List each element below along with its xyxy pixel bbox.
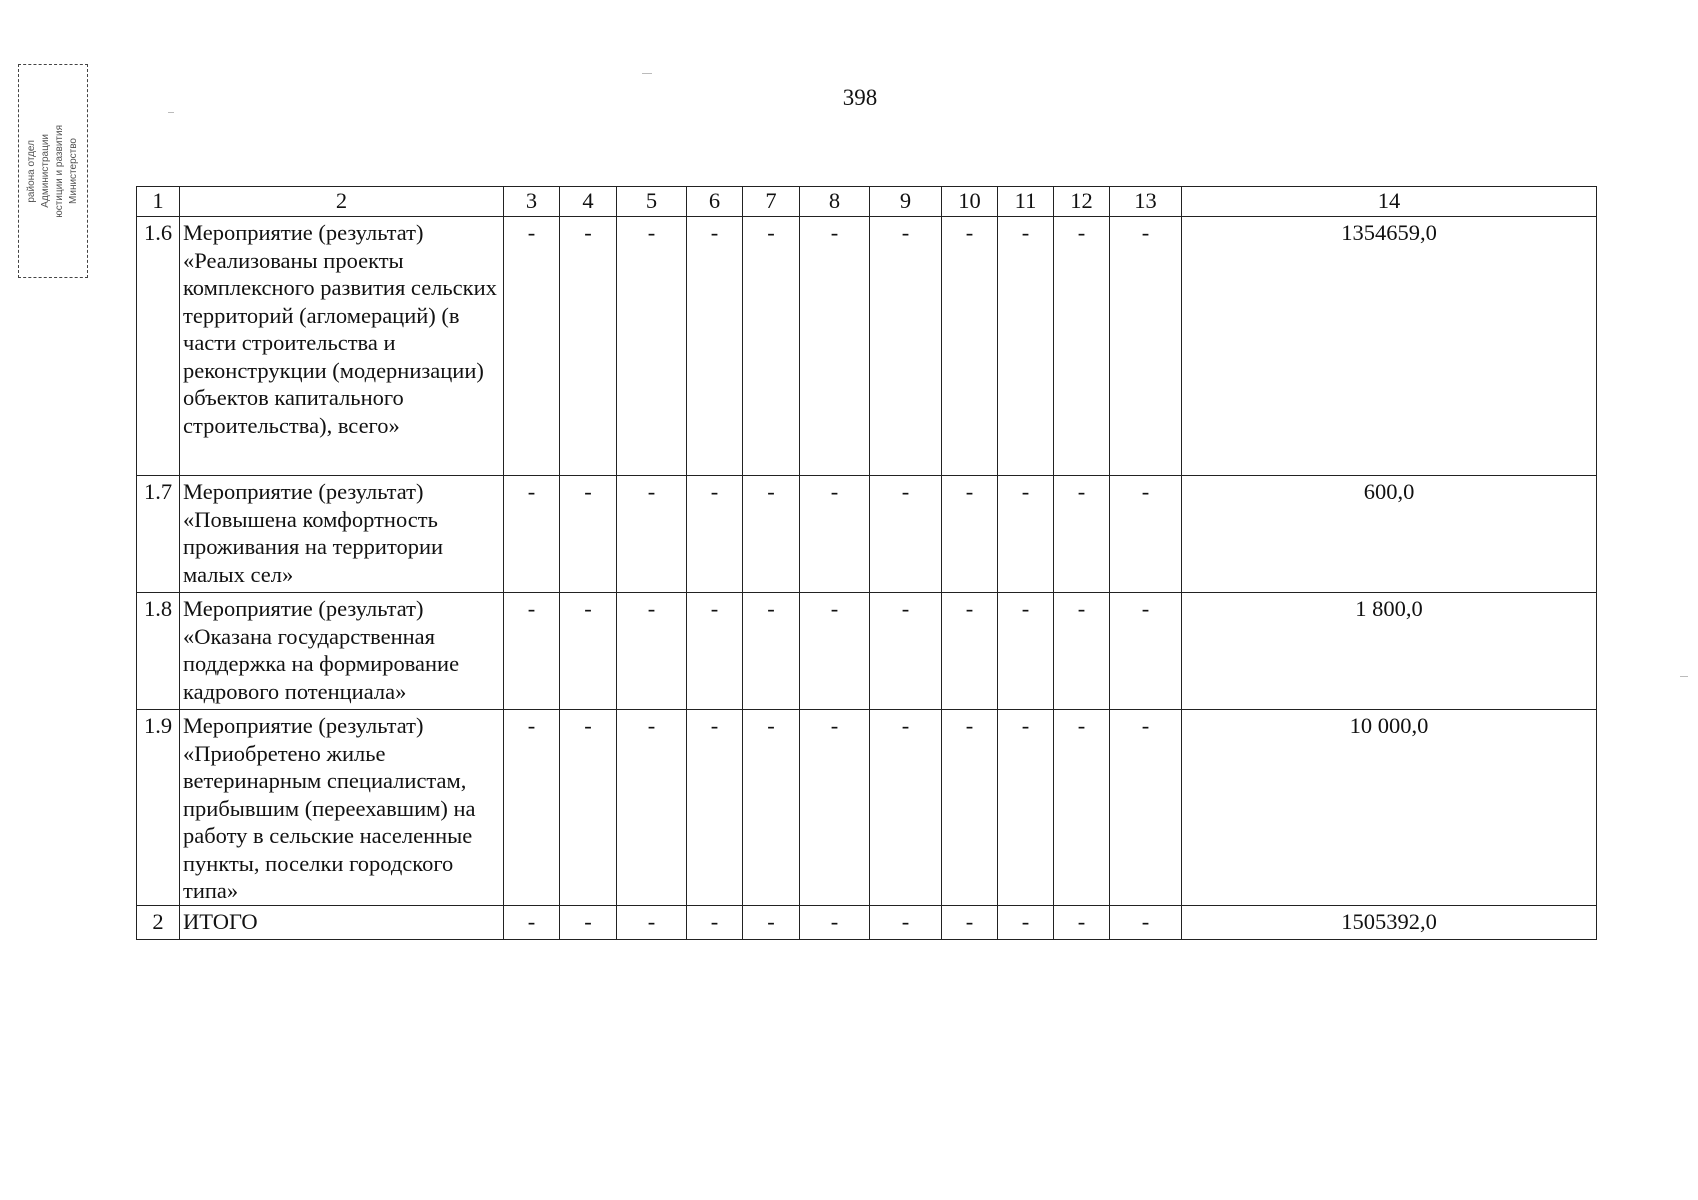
- page-number: 398: [842, 85, 878, 110]
- header-cell: 2: [180, 187, 504, 217]
- empty-value: -: [942, 217, 998, 476]
- total-amount: 1354659,0: [1182, 217, 1597, 476]
- empty-value: -: [1054, 217, 1110, 476]
- empty-value: -: [942, 906, 998, 940]
- row-description: Мероприятие (результат) «Оказана государственная поддержка на формирование кадрового потенциала»: [180, 593, 504, 710]
- empty-value: -: [1110, 476, 1182, 593]
- empty-value: -: [1110, 593, 1182, 710]
- header-cell: 4: [560, 187, 617, 217]
- header-cell: 8: [800, 187, 870, 217]
- header-cell: 9: [870, 187, 942, 217]
- row-number: 1.9: [137, 710, 180, 906]
- stamp-line: юстиции и развития: [54, 124, 65, 218]
- registration-stamp: [18, 64, 88, 278]
- empty-value: -: [998, 593, 1054, 710]
- header-cell: 13: [1110, 187, 1182, 217]
- empty-value: -: [560, 476, 617, 593]
- header-cell: 10: [942, 187, 998, 217]
- empty-value: -: [1110, 217, 1182, 476]
- header-cell: 14: [1182, 187, 1597, 217]
- empty-value: -: [560, 217, 617, 476]
- header-cell: 5: [617, 187, 687, 217]
- row-description: Мероприятие (результат) «Приобретено жилье ветеринарным специалистам, прибывшим (переехавшим) на работу в сельские населенные пункты, поселки городского типа»: [180, 710, 504, 906]
- scan-mark: [1680, 676, 1688, 677]
- empty-value: -: [870, 906, 942, 940]
- header-cell: 12: [1054, 187, 1110, 217]
- empty-value: -: [1054, 710, 1110, 906]
- empty-value: -: [800, 217, 870, 476]
- empty-value: -: [800, 710, 870, 906]
- row-number: 1.7: [137, 476, 180, 593]
- total-amount: 10 000,0: [1182, 710, 1597, 906]
- empty-value: -: [687, 710, 743, 906]
- table-row: [137, 476, 1597, 593]
- empty-value: -: [560, 906, 617, 940]
- header-cell: 1: [137, 187, 180, 217]
- scan-mark: [168, 112, 174, 113]
- scan-mark: [642, 73, 652, 74]
- stamp-line: Администрации: [40, 134, 51, 208]
- empty-value: -: [870, 476, 942, 593]
- empty-value: -: [800, 906, 870, 940]
- empty-value: -: [870, 710, 942, 906]
- table-total-row: [137, 906, 1597, 940]
- empty-value: -: [942, 710, 998, 906]
- empty-value: -: [504, 217, 560, 476]
- empty-value: -: [617, 710, 687, 906]
- empty-value: -: [800, 593, 870, 710]
- empty-value: -: [998, 710, 1054, 906]
- empty-value: -: [504, 593, 560, 710]
- empty-value: -: [560, 710, 617, 906]
- table-header-row: [137, 187, 1597, 217]
- empty-value: -: [1110, 906, 1182, 940]
- empty-value: -: [743, 593, 800, 710]
- empty-value: -: [617, 476, 687, 593]
- empty-value: -: [504, 476, 560, 593]
- empty-value: -: [617, 217, 687, 476]
- empty-value: -: [743, 476, 800, 593]
- row-number: 1.8: [137, 593, 180, 710]
- empty-value: -: [617, 593, 687, 710]
- empty-value: -: [942, 593, 998, 710]
- row-number: 2: [137, 906, 180, 940]
- header-cell: 11: [998, 187, 1054, 217]
- empty-value: -: [998, 476, 1054, 593]
- total-amount: 1505392,0: [1182, 906, 1597, 940]
- empty-value: -: [1110, 710, 1182, 906]
- stamp-line: района отдел: [26, 139, 37, 203]
- header-cell: 7: [743, 187, 800, 217]
- header-cell: 3: [504, 187, 560, 217]
- empty-value: -: [687, 217, 743, 476]
- table-row: [137, 593, 1597, 710]
- empty-value: -: [998, 906, 1054, 940]
- empty-value: -: [870, 217, 942, 476]
- table-row: [137, 710, 1597, 906]
- empty-value: -: [560, 593, 617, 710]
- total-amount: 1 800,0: [1182, 593, 1597, 710]
- empty-value: -: [687, 906, 743, 940]
- stamp-line: Министерство: [68, 138, 79, 204]
- budget-table: [136, 186, 1597, 940]
- empty-value: -: [687, 593, 743, 710]
- empty-value: -: [998, 217, 1054, 476]
- empty-value: -: [687, 476, 743, 593]
- row-description: ИТОГО: [180, 906, 504, 940]
- empty-value: -: [743, 906, 800, 940]
- empty-value: -: [1054, 593, 1110, 710]
- empty-value: -: [743, 217, 800, 476]
- row-description: Мероприятие (результат) «Реализованы проекты комплексного развития сельских территорий (агломераций) (в части строительства и реконструкции (модернизации) объектов капитального строительства), всего»: [180, 217, 504, 476]
- empty-value: -: [870, 593, 942, 710]
- empty-value: -: [743, 710, 800, 906]
- table-row: [137, 217, 1597, 476]
- empty-value: -: [1054, 476, 1110, 593]
- total-amount: 600,0: [1182, 476, 1597, 593]
- row-number: 1.6: [137, 217, 180, 476]
- header-cell: 6: [687, 187, 743, 217]
- empty-value: -: [800, 476, 870, 593]
- row-description: Мероприятие (результат) «Повышена комфортность проживания на территории малых сел»: [180, 476, 504, 593]
- empty-value: -: [1054, 906, 1110, 940]
- empty-value: -: [504, 906, 560, 940]
- empty-value: -: [617, 906, 687, 940]
- empty-value: -: [504, 710, 560, 906]
- empty-value: -: [942, 476, 998, 593]
